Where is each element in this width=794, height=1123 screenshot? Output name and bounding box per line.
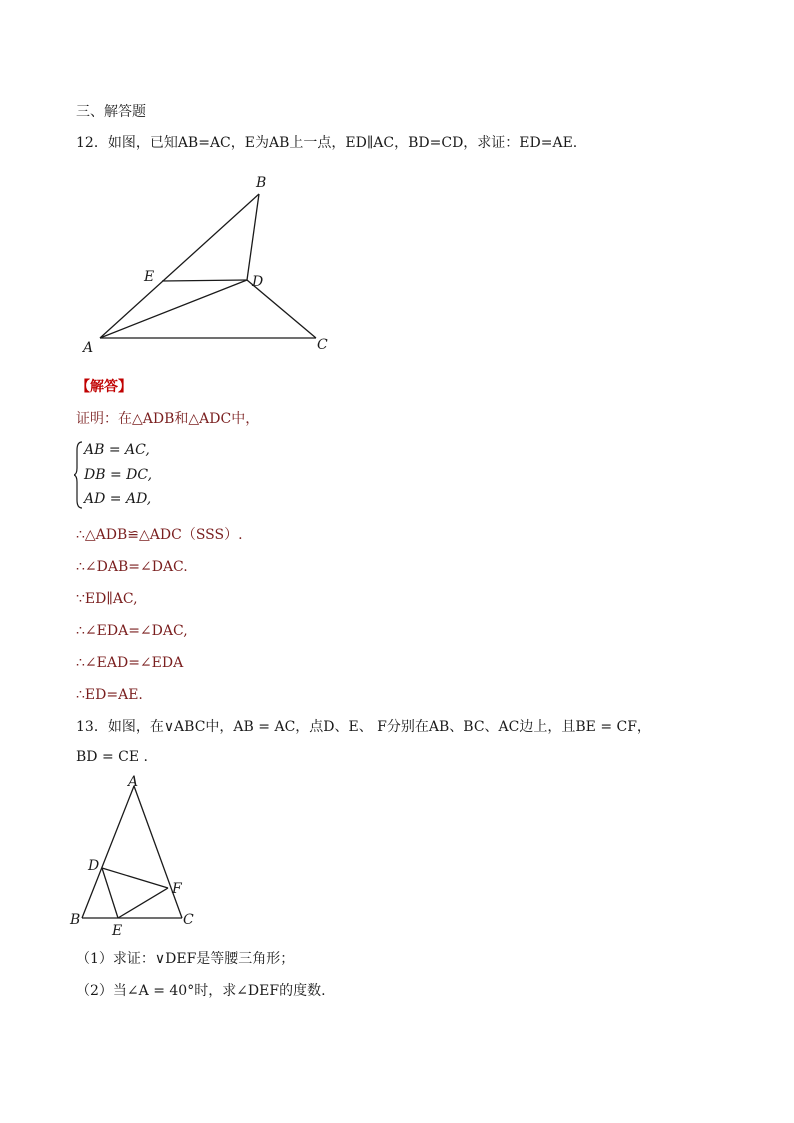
segment-AC xyxy=(134,786,182,918)
label-F: F xyxy=(172,881,182,897)
segment-ED xyxy=(162,280,247,281)
answer-step-1: ∴△ADB≌△ADC（SSS）. xyxy=(76,527,243,543)
answer-step-4: ∴∠EDA=∠DAC, xyxy=(76,623,188,639)
label-B: B xyxy=(70,912,81,928)
question-13-sub-1: （1）求证：∨DEF是等腰三角形； xyxy=(76,951,295,967)
q13-figure xyxy=(64,772,204,940)
question-13-line-1: 13．如图，在∨ABC中，AB = AC，点D、E、 F分别在AB、BC、AC边上，且BE = CF， xyxy=(76,719,651,735)
q12-figure xyxy=(70,168,350,358)
label-D: D xyxy=(252,274,264,290)
label-C: C xyxy=(183,912,194,928)
label-C: C xyxy=(317,337,328,353)
answer-heading: 【解答】 xyxy=(76,379,132,395)
answer-intro: 证明：在△ADB和△ADC中， xyxy=(76,411,260,427)
segment-AD xyxy=(100,280,247,338)
system-row-1: AB = AC, xyxy=(84,442,150,458)
question-13-line-2: BD = CE . xyxy=(76,749,148,765)
segment-EF xyxy=(118,888,168,918)
segment-AB xyxy=(100,194,259,338)
label-A: A xyxy=(83,340,94,356)
label-A: A xyxy=(128,774,139,790)
answer-step-2: ∴∠DAB=∠DAC. xyxy=(76,559,188,575)
segment-DE xyxy=(102,868,118,918)
section-title: 三、解答题 xyxy=(76,104,146,120)
label-D: D xyxy=(88,858,100,874)
label-E: E xyxy=(144,269,155,285)
segment-BD xyxy=(247,194,259,280)
equation-system xyxy=(74,440,194,510)
answer-step-6: ∴ED=AE. xyxy=(76,687,143,703)
answer-step-3: ∵ED∥AC, xyxy=(76,591,138,607)
label-B: B xyxy=(256,175,267,191)
question-12-text: 12．如图，已知AB=AC，E为AB上一点，ED∥AC，BD=CD，求证：ED=AE. xyxy=(76,135,578,151)
segment-AB xyxy=(82,786,134,918)
segment-DF xyxy=(102,868,168,888)
system-row-2: DB = DC, xyxy=(84,467,153,483)
label-E: E xyxy=(112,923,123,939)
left-brace xyxy=(74,440,84,510)
system-row-3: AD = AD, xyxy=(84,491,152,507)
answer-step-5: ∴∠EAD=∠EDA xyxy=(76,655,184,671)
question-13-sub-2: （2）当∠A = 40°时，求∠DEF的度数. xyxy=(76,983,326,999)
